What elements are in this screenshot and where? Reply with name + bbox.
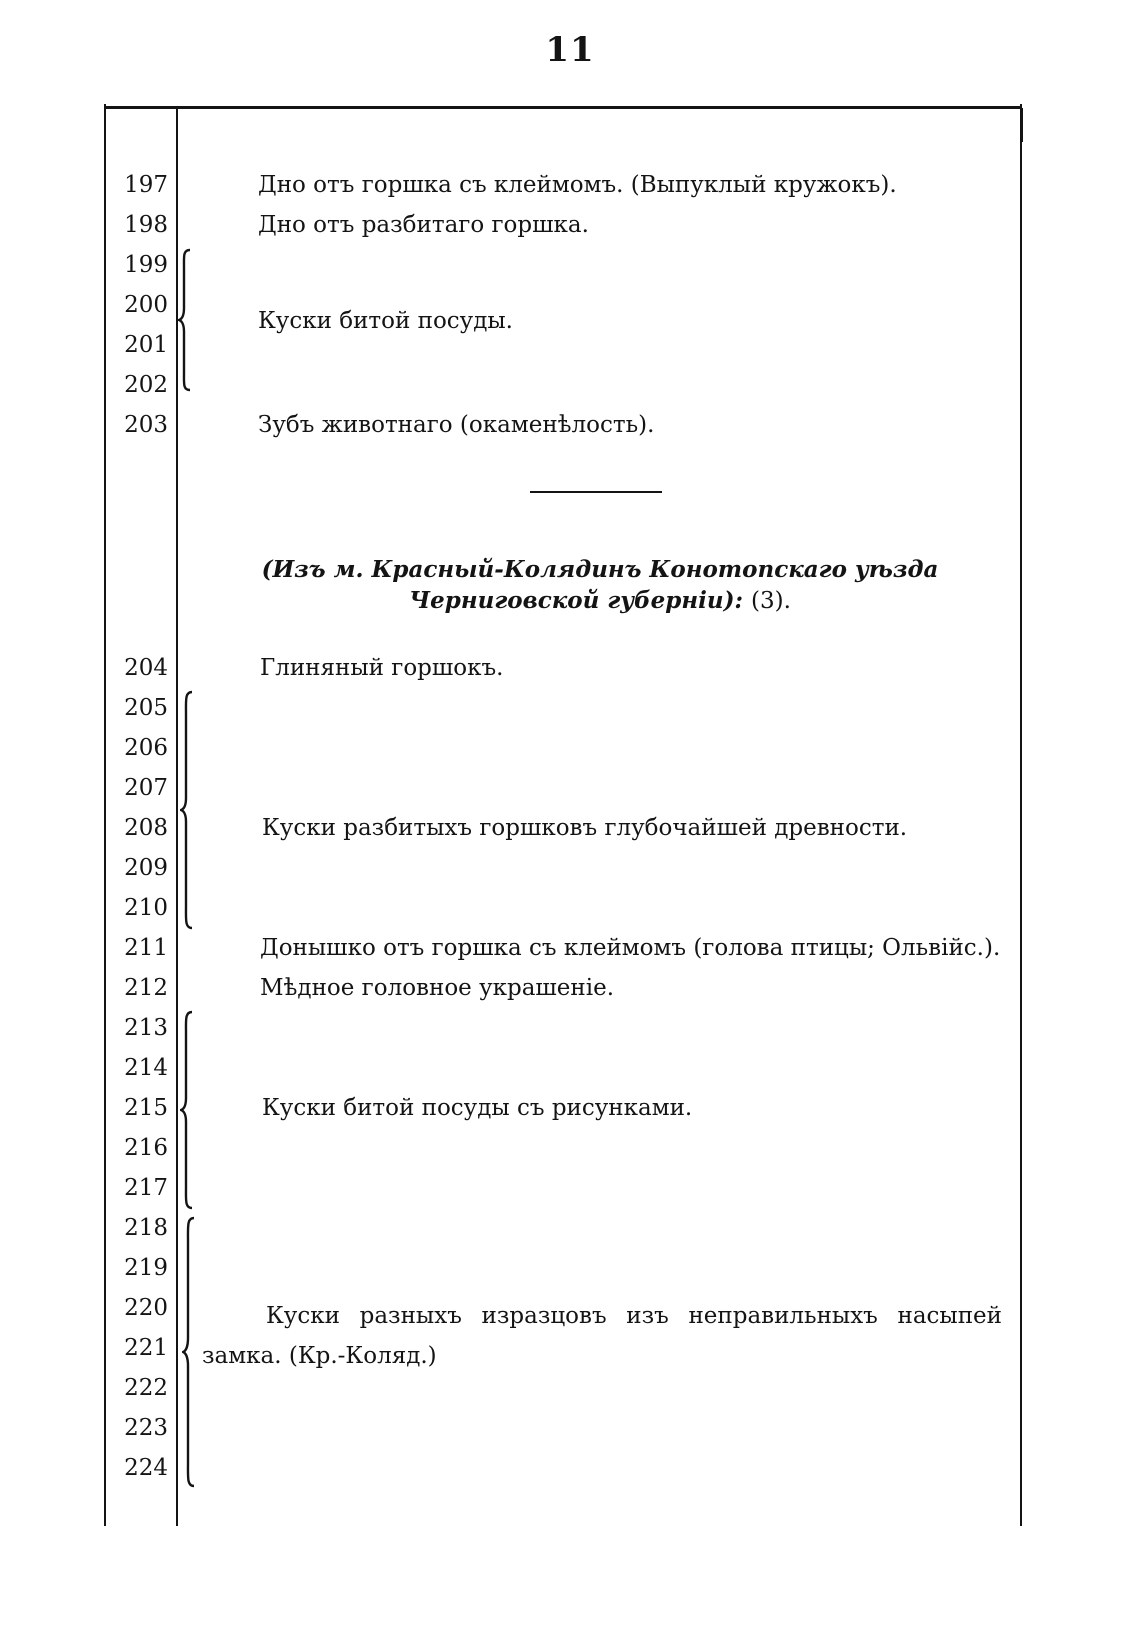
item-number: 224	[124, 1455, 168, 1481]
item-number: 203	[124, 412, 168, 438]
item-number: 208	[124, 815, 168, 841]
item-number: 219	[124, 1255, 168, 1281]
item-number: 214	[124, 1055, 168, 1081]
item-number: 197	[124, 172, 168, 198]
item-number: 210	[124, 895, 168, 921]
item-number: 222	[124, 1375, 168, 1401]
item-number: 216	[124, 1135, 168, 1161]
section-heading	[196, 554, 1004, 617]
brace-218-224	[182, 1216, 198, 1488]
section-divider	[530, 491, 662, 493]
section-heading-footnote: (3).	[750, 588, 791, 614]
item-number: 205	[124, 695, 168, 721]
item-number: 223	[124, 1415, 168, 1441]
table-corner-mark	[1020, 108, 1023, 142]
item-number: 209	[124, 855, 168, 881]
item-number: 217	[124, 1175, 168, 1201]
item-number: 198	[124, 212, 168, 238]
item-number: 220	[124, 1295, 168, 1321]
item-description: Донышко отъ горшка съ клеймомъ (голова птицы; Ольвійс.).	[260, 935, 1001, 961]
item-number: 199	[124, 252, 168, 278]
item-description: Глиняный горшокъ.	[260, 655, 504, 681]
item-description: Куски битой посуды съ рисунками.	[262, 1095, 693, 1121]
item-description-continuation: замка. (Кр.-Коляд.)	[202, 1343, 437, 1369]
item-description: Куски разныхъ изразцовъ изъ неправильныхъ насыпей	[266, 1303, 1002, 1329]
item-description: Куски разбитыхъ горшковъ глубочайшей древности.	[262, 815, 908, 841]
table-left-rule	[104, 104, 106, 1526]
item-description: Дно отъ разбитаго горшка.	[258, 212, 589, 238]
item-number: 221	[124, 1335, 168, 1361]
table-right-rule	[1020, 104, 1022, 1526]
table-top-rule	[104, 106, 1022, 109]
item-number: 218	[124, 1215, 168, 1241]
item-number: 213	[124, 1015, 168, 1041]
brace-199-202	[178, 248, 194, 392]
item-number: 215	[124, 1095, 168, 1121]
section-heading-text: (Изъ м. Красный-Колядинъ Конотопскаго уѣзда Черниговской губерніи):	[261, 556, 939, 614]
page-number: 11	[545, 30, 595, 70]
item-description: Куски битой посуды.	[258, 308, 513, 334]
item-number: 206	[124, 735, 168, 761]
item-number: 212	[124, 975, 168, 1001]
brace-205-210	[180, 690, 196, 930]
item-number: 204	[124, 655, 168, 681]
item-number: 207	[124, 775, 168, 801]
item-description: Зубъ животнаго (окаменѣлость).	[258, 412, 655, 438]
brace-213-217	[180, 1010, 196, 1210]
item-number: 211	[124, 935, 168, 961]
item-description: Дно отъ горшка съ клеймомъ. (Выпуклый кружокъ).	[258, 172, 897, 198]
item-description: Мѣдное головное украшеніе.	[260, 975, 615, 1001]
item-number: 200	[124, 292, 168, 318]
item-number: 202	[124, 372, 168, 398]
item-number: 201	[124, 332, 168, 358]
